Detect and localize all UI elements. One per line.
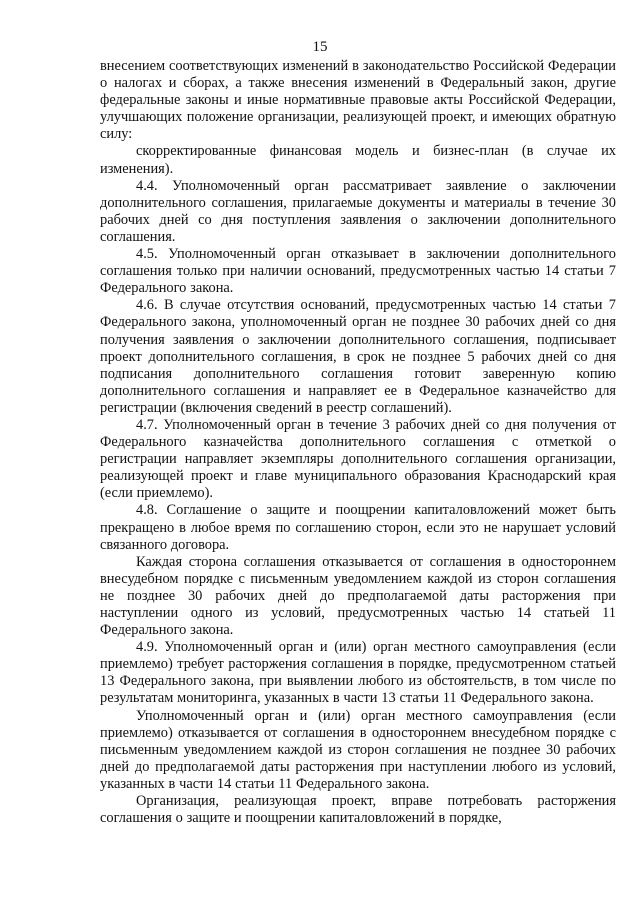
paragraph-intro-continuation: внесением соответствующих изменений в законодательство Российской Федерации о налогах и сборах, а также внесения изменений в Федеральный закон, другие федеральные законы и иные нормативные правовые акты Российской Федерации, улучшающих положение организации, реализующей проект, и имеющих обратную силу:: [100, 58, 616, 143]
document-body: [100, 58, 616, 827]
paragraph-4-5: 4.5. Уполномоченный орган отказывает в заключении дополнительного соглашения только при наличии оснований, предусмотренных частью 14 статьи 7 Федерального закона.: [100, 246, 616, 297]
paragraph-4-8: 4.8. Соглашение о защите и поощрении капиталовложений может быть прекращено в любое время по соглашению сторон, если это не нарушает условий связанного договора.: [100, 502, 616, 553]
paragraph-organization-termination: Организация, реализующая проект, вправе потребовать расторжения соглашения о защите и поощрении капиталовложений в порядке,: [100, 793, 616, 827]
paragraph-unilateral-refusal: Каждая сторона соглашения отказывается от соглашения в одностороннем внесудебном порядке с письменным уведомлением каждой из сторон соглашения не позднее 30 рабочих дней до предполагаемой даты расторжения при наступлении одного из условий, предусмотренных частью 14 статьей 11 Федерального закона.: [100, 553, 616, 639]
paragraph-4-9: 4.9. Уполномоченный орган и (или) орган местного самоуправления (если приемлемо) требует расторжения соглашения в порядке, предусмотренном статьей 13 Федерального закона, при выявлении любого из обстоятельств, в том числе по результатам мониторинга, указанных в части 13 статьи 11 Федерального закона.: [100, 639, 616, 707]
paragraph-4-6: 4.6. В случае отсутствия оснований, предусмотренных частью 14 статьи 7 Федерального закона, уполномоченный орган не позднее 30 рабочих дней со дня получения заявления о заключении дополнительного соглашения, подписывает проект дополнительного соглашения, в срок не позднее 5 рабочих дней со дня подписания дополнительного соглашения готовит заверенную копию дополнительного соглашения и направляет ее в Федеральное казначейство для регистрации (включения сведений в реестр соглашений).: [100, 297, 616, 416]
page-number: 15: [312, 39, 328, 55]
paragraph-financial-model: скорректированные финансовая модель и бизнес-план (в случае их изменения).: [100, 143, 616, 177]
paragraph-authority-refusal: Уполномоченный орган и (или) орган местного самоуправления (если приемлемо) отказывается от соглашения в одностороннем внесудебном порядке с письменным уведомлением каждой из сторон соглашения не позднее 30 рабочих дней до предполагаемой даты расторжения при наступлении любого из условий, указанных в части 14 статьи 11 Федерального закона.: [100, 707, 616, 792]
paragraph-4-4: 4.4. Уполномоченный орган рассматривает заявление о заключении дополнительного соглашения, прилагаемые документы и материалы в течение 30 рабочих дней со дня поступления заявления о заключении дополнительного соглашения.: [100, 177, 616, 245]
paragraph-4-7: 4.7. Уполномоченный орган в течение 3 рабочих дней со дня получения от Федерального казначейства дополнительного соглашения с отметкой о регистрации направляет экземпляры дополнительного соглашения организации, реализующей проект и главе муниципального образования Краснодарский края (если приемлемо).: [100, 416, 616, 502]
